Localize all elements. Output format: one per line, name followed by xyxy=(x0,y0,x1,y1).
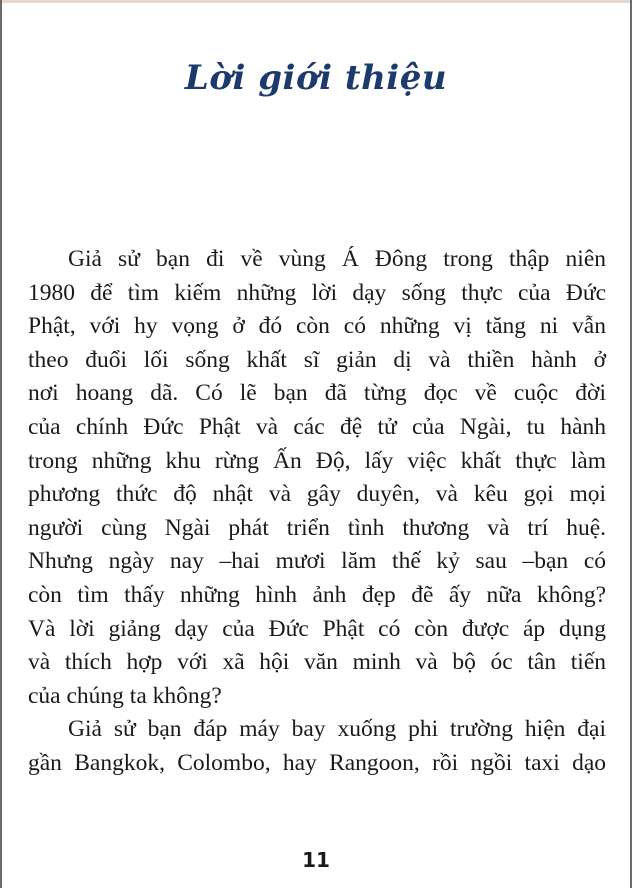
text-line: trong những khu rừng Ấn Độ, lấy việc khất thực làm xyxy=(28,447,606,474)
text-line: người cùng Ngài phát triển tình thương và trí huệ. xyxy=(28,514,606,541)
text-line: còn tìm thấy những hình ảnh đẹp đẽ ấy nữa không? xyxy=(28,581,606,608)
text-line: của chính Đức Phật và các đệ tử của Ngài, tu hành xyxy=(28,413,606,440)
text-line: gần Bangkok, Colombo, hay Rangoon, rồi ngồi taxi dạo xyxy=(28,749,606,776)
page-number: 11 xyxy=(302,848,330,872)
text-line: theo đuổi lối sống khất sĩ giản dị và thiền hành ở xyxy=(28,346,606,373)
page-left-border xyxy=(0,0,2,888)
body-text xyxy=(28,243,606,781)
text-line: phương thức độ nhật và gây duyên, và kêu gọi mọi xyxy=(28,481,606,508)
text-line: Phật, với hy vọng ở đó còn có những vị tăng ni vẫn xyxy=(28,313,606,340)
paragraph xyxy=(28,713,606,780)
text-line: Giả sử bạn đi về vùng Á Đông trong thập niên xyxy=(68,246,606,272)
text-line: nơi hoang dã. Có lẽ bạn đã từng đọc về cuộc đời xyxy=(28,380,606,407)
text-line: và thích hợp với xã hội văn minh và bộ óc tân tiến xyxy=(28,649,606,676)
text-line: Và lời giảng dạy của Đức Phật có còn được áp dụng xyxy=(28,615,606,642)
text-line: của chúng ta không? xyxy=(28,682,222,709)
chapter-title: Lời giới thiệu xyxy=(184,58,448,98)
page-top-edge xyxy=(0,0,632,3)
text-line: Giả sử bạn đáp máy bay xuống phi trường hiện đại xyxy=(68,716,606,743)
paragraph xyxy=(28,243,606,713)
text-line: Nhưng ngày nay –hai mươi lăm thế kỷ sau –bạn có xyxy=(28,548,606,575)
text-line: 1980 để tìm kiếm những lời dạy sống thực của Đức xyxy=(28,279,606,306)
